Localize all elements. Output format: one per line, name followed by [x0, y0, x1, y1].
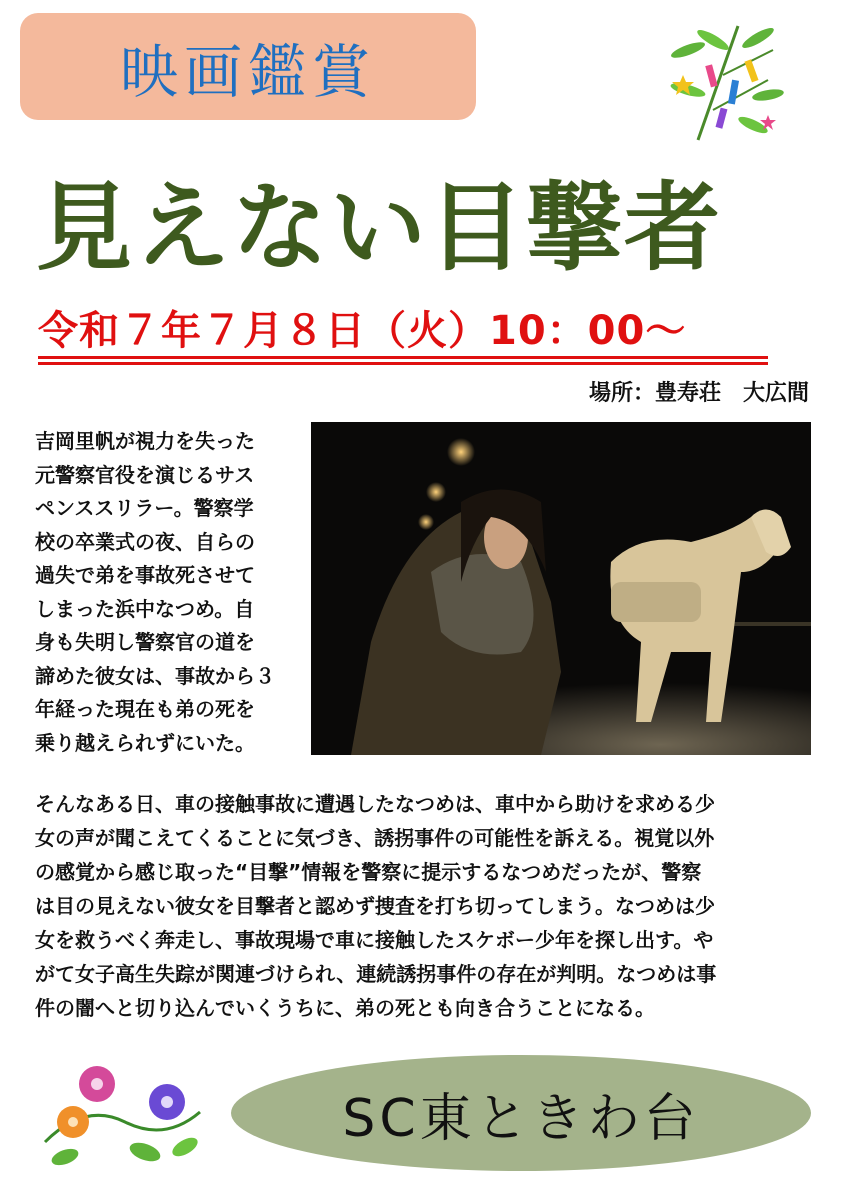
- morning-glory-icon: [35, 1062, 207, 1172]
- venue-label: 場所：豊寿荘 大広間: [588, 381, 809, 406]
- date-underline-2: [38, 362, 768, 365]
- synopsis-body: [35, 787, 815, 1025]
- synopsis-line: 女を救うべく奔走し、事故現場で車に接触したスケボー少年を探し出す。や: [35, 928, 714, 952]
- movie-title: 見えない目撃者: [36, 172, 722, 284]
- synopsis-line: 校の卒業式の夜、自らの: [35, 529, 255, 554]
- synopsis-line: 過失で弟を事故死させて: [35, 563, 255, 587]
- movie-still-photo: [311, 422, 811, 755]
- synopsis-line: 件の闇へと切り込んでいくうちに、弟の死とも向き合うことになる。: [35, 996, 655, 1020]
- synopsis-line: ペンススリラー。警察学: [35, 496, 254, 520]
- organizer-label: SC東ときわ台: [342, 1088, 700, 1149]
- synopsis-line: そんなある日、車の接触事故に遭遇したなつめは、車中から助けを求める少: [35, 792, 715, 816]
- organizer-badge: [231, 1055, 811, 1171]
- synopsis-line: 女の声が聞こえてくることに気づき、誘拐事件の可能性を訴える。視覚以外: [35, 826, 715, 850]
- synopsis-line: 吉岡里帆が視力を失った: [35, 429, 255, 453]
- synopsis-line: 諦めた彼女は、事故から３: [35, 663, 275, 688]
- synopsis-line: 身も失明し警察官の道を: [35, 630, 255, 654]
- synopsis-line: がて女子高生失踪が関連づけられ、連続誘拐事件の存在が判明。なつめは事: [35, 962, 717, 986]
- synopsis-line: の感覚から感じ取った“目撃”情報を警察に提示するなつめだったが、警察: [35, 860, 702, 884]
- synopsis-line: 年経った現在も弟の死を: [35, 697, 255, 721]
- synopsis-line: 元警察官役を演じるサス: [35, 462, 255, 487]
- synopsis-line: 乗り越えられずにいた。: [35, 730, 255, 755]
- event-type-badge: [20, 13, 476, 120]
- synopsis-line: しまった浜中なつめ。自: [35, 596, 255, 621]
- tanabata-bamboo-icon: [668, 20, 786, 148]
- synopsis-intro: [35, 425, 305, 760]
- synopsis-line: は目の見えない彼女を目撃者と認めず捜査を打ち切ってしまう。なつめは少: [35, 894, 715, 918]
- date-underline-1: [38, 356, 768, 359]
- event-date: 令和７年７月８日（火）10：00～: [38, 308, 687, 354]
- event-type-label: 映画鑑賞: [119, 37, 376, 106]
